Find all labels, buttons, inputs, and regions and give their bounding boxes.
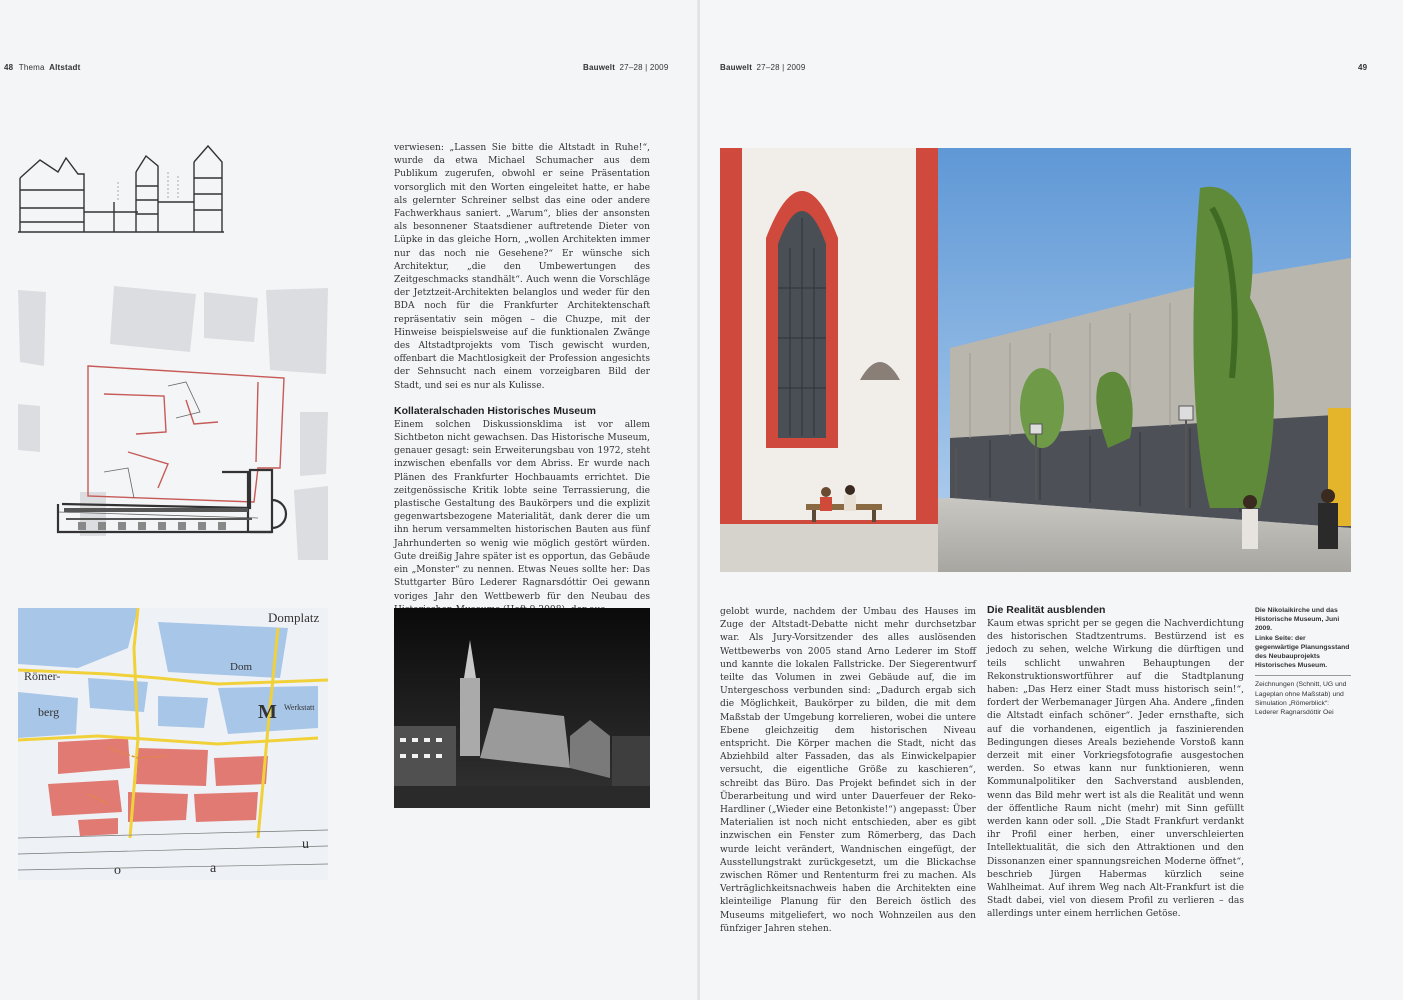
- floor-plan-drawing: [18, 282, 330, 572]
- section-drawing: [18, 142, 228, 234]
- left-page-issue: [583, 63, 668, 72]
- caption-divider: [1255, 675, 1351, 676]
- left-page: [0, 0, 700, 1000]
- map-label-berg: berg: [38, 705, 60, 719]
- text-column-3: [987, 592, 1244, 922]
- right-issue-number: 27–28 | 2009: [756, 63, 806, 72]
- photo-nikolaikirche-museum: [720, 148, 1351, 572]
- text-column-2: [720, 606, 976, 936]
- left-page-caption: Linke Seite: der gegenwärtige Planungsstand des Neubauprojekts Historisches Museum.: [1255, 634, 1350, 670]
- column-2-paragraph-1: gelobt wurde, nachdem der Umbau des Hauses im Zuge der Altstadt-Debatte nicht mehr durchsetzbar war. Als Jury-Vorsitzender des alles auslösenden Wettbewerbs von 2005 stand Arno Lederer im Stoff und kannte die lokalen Fallstricke. Der Siegerentwurf teilte das Volumen in zwei Gebäude auf, die im Untergeschoss verbunden sind: „Dadurch ergab sich die Möglichkeit, Baukörper zu bilden, die mit dem Maßstab der Umgebung korrelieren, wobei die untere Ebene gleichzeitig dem historischen Niveau entspricht. Die Körper machen die Stadt, nicht das Abziehbild alter Fassaden, das als Einwickelpapier versucht, die eigentliche Größe zu kaschieren“, schreibt das Büro. Das Projekt befindet sich in der Überarbeitung und wird unter Dauerfeuer der Reko-Hardliner („Wieder eine Betonkiste!“) angepasst: Über Materialien ist noch nicht entschieden, aber es gibt inzwischen ein Fenster zum Römerberg, das Dach wurde leicht verändert, Wandnischen eingefügt, der Ausstellungstrakt zurückgesetzt, um die Blickachse zwischen Römer und Rententurm frei zu machen. Als Verträglichkeitsnachweis haben die Architekten eine kleinteilige Planung für den Bereich östlich des Museums mitgeliefert, wo noch Wohnzeilen aus den fünfziger Jahren stehen.: [720, 607, 976, 934]
- map-label-romer: Römer-: [24, 669, 61, 683]
- left-issue-number: 27–28 | 2009: [619, 63, 669, 72]
- left-topic-label: Altstadt: [49, 63, 81, 72]
- map-label-domplatz: Domplatz: [268, 610, 320, 625]
- column-3-heading: Die Realität ausblenden: [987, 604, 1106, 616]
- map-label-werkstatt: Werkstatt: [284, 703, 315, 712]
- map-river-letter-3: a: [210, 861, 217, 876]
- map-label-museum: M: [258, 701, 277, 723]
- right-page-number: 49: [1358, 63, 1368, 72]
- column-1-paragraph-2: Einem solchen Diskussionsklima ist vor allem Sichtbeton nicht gewachsen. Das Historische Museum, genauer gesagt: sein Erweiterungsbau von 1972, steht inzwischen ebenfalls vor dem Abriss. Er wurde nach Plänen des Frankfurter Hochbauamts errichtet. Die zeitgenössische Kritik lobte seine Terrassierung, die plastische Gestaltung des Baukörpers und die explizit gegenwartsbezogene Materialität, dank derer die um ihn herum versammelten historischen Bauten aus fünf Jahrhunderten so wenig wie möglich gestört würden. Gute dreißig Jahre später ist es opportun, das Gebäude ein „Monster“ zu nennen. Etwas Neues sollte her: Das Stuttgarter Büro Lederer Ragnarsdóttir Oei gewann voriges Jahr den Wettbewerb für den Neubau des: [394, 419, 650, 602]
- night-photo-romerblick: [394, 608, 650, 808]
- column-1-paragraph-1: verwiesen: „Lassen Sie bitte die Altstadt in Ruhe!“, wurde da etwa Michael Schumacher aus dem Publikum zugerufen, obwohl er seine Präsentation vorsorglich mit den Worten eingeleitet hatte, er habe als gelernter Schreiner selbst das eine oder andere Fachwerkhaus saniert. „Warum“, blies der ansonsten als besonnener Staatsdiener auftretende Dieter von Lüpke in das gleiche Horn, „wollen Architekten immer nur das noch nie Gesehene?“ Er wünsche sich Architektur, „die den Umbewertungen des Zeitgeschmacks standhält“. Auch wenn die Vorschläge der Jetztzeit-Architekten belanglos und weder für den BDA noch für die Frankfurter Architektenschaft repräsentativ sein mögen – die Chuzpe, mit der Hinweise beispielsweise auf die funktionalen Zwänge des Altstadtprojekts vom Tisch gewischt wurden, offenbart die Machtlosigkeit der Profession angesichts der Sehnsucht nach einem vorzeigbaren Bild der Stadt, und sei es nur als Kulisse.: [394, 143, 650, 391]
- map-river-letter-2: o: [114, 863, 121, 878]
- text-column-1: [394, 142, 650, 617]
- left-page-number: 48: [4, 63, 14, 72]
- map-label-dom: Dom: [230, 661, 252, 673]
- left-magazine-name: Bauwelt: [583, 63, 616, 72]
- map-river-letter-1: u: [302, 837, 309, 852]
- caption-column: [1255, 606, 1351, 717]
- right-page: [700, 0, 1403, 1000]
- drawing-credits: Zeichnungen (Schnitt, UG und Lageplan ohne Maßstab) und Simulation „Römerblick“: Lederer Ragnarsdóttir Oei: [1255, 681, 1347, 717]
- column-3-paragraph-1: Kaum etwas spricht per se gegen die Nachverdichtung des historischen Stadtzentrums. Bestürzend ist es jedoch zu sehen, welche Wirkung die dürftigen und teils schlicht unwahren Behauptungen der Rekonstruktionswortführer auf die Stadtplanung haben: „Das Herz einer Stadt muss historisch sein!“, fordert der Werbemanager Jürgen Aha. Andere „finden die Altstadt einfach schöner“. Jeder ernsthafte, sich auf die vorhandenen, eigentlich ja faszinierenden Bedingungen dieses Areals beziehende Vorstoß kann derzeit mit einer Vorkriegsfotografie ausgestochen werden. So etwas kann nur funktionieren, wenn Kommunalpolitiker den Sachverstand ausblenden, wenn das Bild mehr wert ist als die Realität und wenn der öffentliche Raum nicht (mehr) mit Sinn gefüllt werden kann oder soll. „Die Stadt Frankfurt verdankt ihr Profil einer herben, einer unverschleierten Intellektualität, die sich den Attraktionen und den Dissonanzen einer spannungsreichen Moderne öffnet“, beschrieb Jürgen Habermas kürzlich seine Wahlheimat. Auf ihrem Weg nach Alt-Frankfurt ist die Stadt dabei, viel von diesem Profil zu verlieren – das allerdings unter einem herrlichen Getöse.: [987, 619, 1244, 920]
- site-map-drawing: [18, 608, 328, 880]
- left-page-header: [4, 63, 80, 72]
- right-magazine-name: Bauwelt: [720, 63, 753, 72]
- left-section-label: Thema: [18, 63, 45, 72]
- column-1-heading: Kollateralschaden Historisches Museum: [394, 404, 596, 417]
- right-page-issue: [720, 63, 805, 72]
- photo-caption: Die Nikolaikirche und das Historische Museum, Juni 2009.: [1255, 607, 1340, 633]
